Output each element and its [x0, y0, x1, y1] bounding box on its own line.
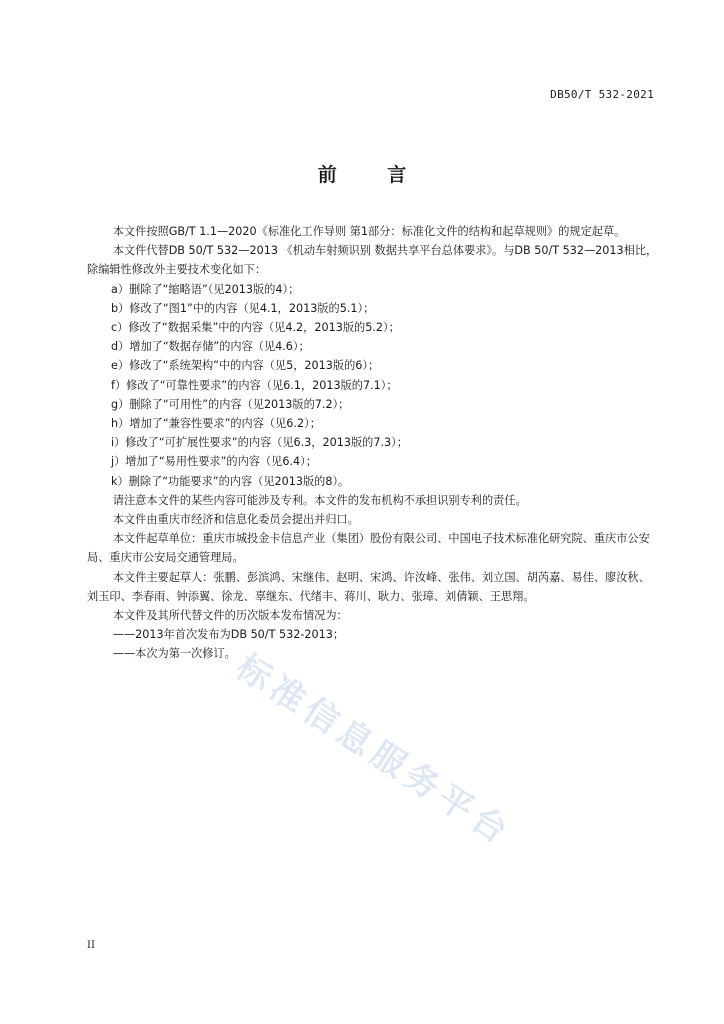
history-paragraph: 本文件及其所代替文件的历次版本发布情况为：: [112, 609, 348, 623]
change-item-f: f）修改了“可靠性要求”的内容（见6.1，2013版的7.1）；: [111, 378, 398, 392]
drafting-units-paragraph: 本文件起草单位：重庆市城投金卡信息产业（集团）股份有限公司、中国电子技术标准化研究院、重庆市公安局、重庆市公安局交通管理局。: [87, 532, 650, 565]
change-item-h: h）增加了“兼容性要求”的内容（见6.2）；: [111, 417, 321, 431]
page-title: 前 言: [317, 164, 429, 186]
foreword-body: [87, 222, 659, 664]
drafters-paragraph: 本文件主要起草人：张鹏、彭滨鸿、宋继伟、赵明、宋鸿、许汝峰、张伟、刘立国、胡芮嘉、易佳、廖汝秋、刘玉印、李春雨、钟添翼、徐龙、辜继东、代绪丰、蒋川、耿力、张璋、刘倩颖、王思翔。: [87, 570, 650, 603]
change-item-j: j）增加了“易用性要求”的内容（见6.4）；: [111, 455, 317, 469]
page-number: II: [87, 940, 95, 951]
change-item-g: g）删除了“可用性”的内容（见2013版的7.2）；: [111, 397, 350, 411]
history-item-1: ——2013年首次发布为DB 50/T 532-2013；: [112, 628, 345, 642]
change-item-e: e）修改了“系统架构”中的内容（见5，2013版的6）；: [111, 359, 380, 373]
change-item-i: i）修改了“可扩展性要求”的内容（见6.3，2013版的7.3）；: [111, 436, 408, 450]
intro-paragraph: 本文件按照GB/T 1.1—2020《标准化工作导则 第1部分：标准化文件的结构和起草规则》的规定起草。: [112, 225, 626, 238]
history-item-2: ——本次为第一次修订。: [112, 647, 236, 661]
proposer-paragraph: 本文件由重庆市经济和信息化委员会提出并归口。: [112, 513, 359, 527]
watermark: 标准信息服务平台: [228, 646, 520, 855]
change-item-c: c）修改了“数据采集”中的内容（见4.2，2013版的5.2）；: [111, 321, 400, 335]
document-id: DB50/T 532-2021: [550, 88, 654, 101]
change-item-a: a）删除了“缩略语”（见2013版的4）；: [111, 282, 300, 296]
change-item-k: k）删除了“功能要求”的内容（见2013版的8）。: [111, 474, 350, 488]
replace-paragraph: 本文件代替DB 50/T 532—2013 《机动车射频识别 数据共享平台总体要求》。与DB 50/T 532—2013相比，除编辑性修改外主要技术变化如下：: [87, 244, 658, 277]
change-item-d: d）增加了“数据存储”的内容（见4.6）；: [111, 340, 310, 354]
change-item-b: b）修改了“图1”中的内容（见4.1，2013版的5.1）；: [111, 301, 375, 315]
patent-notice: 请注意本文件的某些内容可能涉及专利。本文件的发布机构不承担识别专利的责任。: [112, 493, 527, 507]
